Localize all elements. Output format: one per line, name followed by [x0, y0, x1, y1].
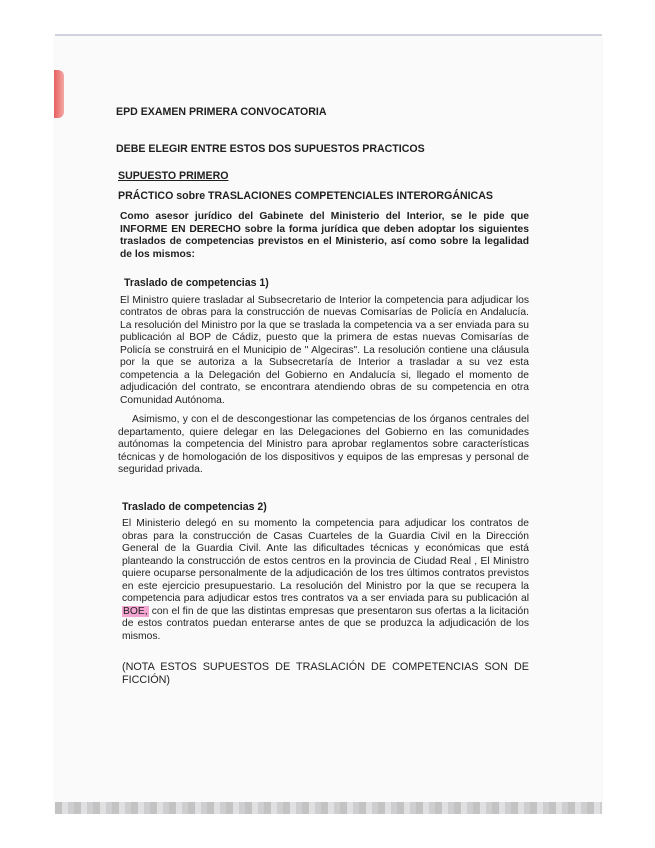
highlighted-boe: BOE,	[123, 605, 148, 617]
section2-text-before: El Ministerio delegó en su momento la competencia para adjudicar los contratos de obras para la construcción de Casas Cuarteles de la Guardia Civil en la Dirección General de la Guardia Civil. Ante las dificultades técnicas y económicas que está planteando la construcción de estos centros en la provincia de Ciudad Real , El Ministro quiere ocuparse personalmente de la adjudicación de los tres últimos contratos previstos en este ejercicio presupuestario. La resolución del Ministro por la que se recupera la competencia para adjudicar estos tres contratos va a ser enviada para su publicación al	[122, 518, 529, 604]
document-body	[116, 106, 529, 686]
fiction-note: (NOTA ESTOS SUPUESTOS DE TRASLACIÓN DE COMPETENCIAS SON DE FICCIÓN)	[122, 661, 529, 686]
red-margin-mark	[54, 70, 64, 118]
intro-paragraph: Como asesor jurídico del Gabinete del Ministerio del Interior, se le pide que INFORME EN DERECHO sobre la forma jurídica que deben adoptar los siguientes traslados de competencias previstos en el Ministerio, así como sobre la legalidad de los mismos:	[120, 211, 529, 260]
section2-text-after: con el fin de que las distintas empresas que presentaron sus ofertas a la licitación de estos contratos puedan enterarse antes de que se produzca la adjudicación de los mismos.	[122, 605, 529, 642]
case-title: PRÁCTICO sobre TRASLACIONES COMPETENCIALES INTERORGÁNICAS	[118, 189, 493, 202]
case-label: SUPUESTO PRIMERO	[118, 170, 229, 182]
section1-paragraph1: El Ministro quiere trasladar al Subsecretario de Interior la competencia para adjudicar los contratos de obras para la construcción de nuevas Comisarías de Policía en Andalucía. La resolución del Ministro por la que se traslada la competencia va a ser enviada para su publicación al BOP de Cádiz, puesto que la primera de estas nuevas Comisarías de Policía se construirá en el Municipio de " Algeciras". La resolución contiene una cláusula por la que se autoriza a la Subsecretaría de Interior a trasladar a su vez esta competencia a la Delegación del Gobierno en Andalucía si, llegado el momento de adjudicación del contrato, se encontrara atendiendo obras de su competencia en otra Comunidad Autónoma.	[120, 294, 529, 406]
section2-paragraph	[122, 518, 529, 643]
exam-title: EPD EXAMEN PRIMERA CONVOCATORIA	[116, 106, 327, 118]
section1-paragraph2: Asimismo, y con el de descongestionar las competencias de los órganos centrales del departamento, quiere delegar en las Delegaciones del Gobierno en las comunidades autónomas la competencia del Ministro para aprobar reglamentos sobre características técnicas y de homologación de los dispositivos y equipos de las empresas y personal de seguridad privada.	[118, 414, 529, 475]
section2-heading: Traslado de competencias 2)	[122, 500, 267, 513]
section1-heading: Traslado de competencias 1)	[124, 277, 269, 289]
instruction: DEBE ELEGIR ENTRE ESTOS DOS SUPUESTOS PRACTICOS	[116, 142, 425, 155]
scan-bottom-edge	[55, 802, 602, 814]
